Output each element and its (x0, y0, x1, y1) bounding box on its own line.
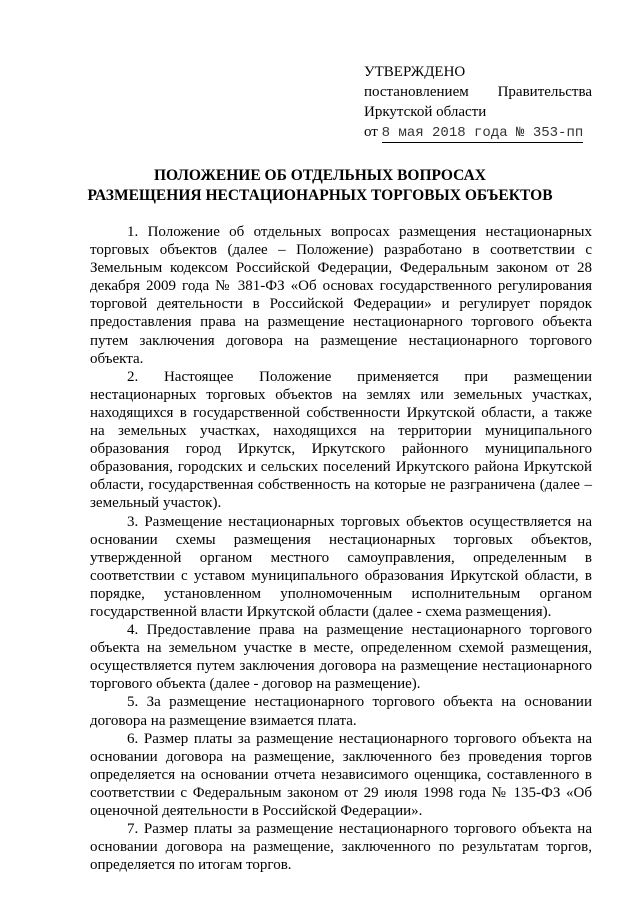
document-body (90, 223, 592, 874)
paragraph-7: 7. Размер платы за размещение нестационарного торгового объекта на основании договора на размещение, заключенного по результатам торгов, определяется по итогам торгов. (90, 821, 592, 874)
paragraph-6: 6. Размер платы за размещение нестационарного торгового объекта на основании договора на размещение, заключенного без проведения торгов определяется на основании отчета независимого оценщика, составленного в соответствии с Федеральным законом от 29 июля 1998 года № 135-ФЗ «Об оценочной деятельности в Российской Федерации». (90, 730, 592, 819)
paragraph-3: 3. Размещение нестационарных торговых объектов осуществляется на основании схемы размещения нестационарных торговых объектов, утвержденной органом местного самоуправления, определенным в соответствии с уставом муниципального образования Иркутской области, в порядке, установленном уполномоченным исполнительным органом государственной власти Иркутской области (далее - схема размещения). (90, 513, 592, 620)
approval-resolution-line (364, 82, 592, 102)
approval-date-number: 8 мая 2018 года № 353-пп (381, 125, 584, 141)
paragraph-1: 1. Положение об отдельных вопросах размещения нестационарных торговых объектов (далее – Положение) разработано в соответствии с Земельным кодексом Российской Федерации, Федеральным законом от 28 декабря 2009 года № 381-ФЗ «Об основах государственного регулирования торговой деятельности в Российской Федерации» и регулирует порядок предоставления права на размещение нестационарного торгового объекта путем заключения договора на размещение нестационарного торгового объекта. (90, 224, 592, 367)
approval-date-line (364, 122, 592, 143)
approval-government-word: Правительства (497, 84, 592, 100)
approval-date-prefix: от (364, 124, 378, 140)
document-title-line-2: РАЗМЕЩЕНИЯ НЕСТАЦИОНАРНЫХ ТОРГОВЫХ ОБЪЕКТОВ (87, 187, 553, 204)
approval-resolution-word: постановлением (364, 84, 469, 100)
paragraph-2: 2. Настоящее Положение применяется при размещении нестационарных торговых объектов на землях или земельных участках, находящихся в государственной собственности Иркутской области, а также на земельных участках, находящихся на территории муниципального образования город Иркутск, Иркутского районного муниципального образования, городских и сельских поселений Иркутского района Иркутской области, государственная собственность на которые не разграничена (далее – земельный участок). (90, 368, 592, 512)
approval-region: Иркутской области (364, 104, 487, 120)
document-title-line-1: ПОЛОЖЕНИЕ ОБ ОТДЕЛЬНЫХ ВОПРОСАХ (154, 167, 486, 184)
approval-block (364, 62, 592, 143)
paragraph-4: 4. Предоставление права на размещение нестационарного торгового объекта на земельном участке в месте, определенном схемой размещения, осуществляется путем заключения договора на размещение нестационарного торгового объекта (далее - договор на размещение). (90, 622, 592, 693)
document-title (0, 166, 640, 206)
paragraph-5: 5. За размещение нестационарного торгового объекта на основании договора на размещение взимается плата. (90, 694, 592, 729)
approval-heading: УТВЕРЖДЕНО (364, 64, 466, 80)
